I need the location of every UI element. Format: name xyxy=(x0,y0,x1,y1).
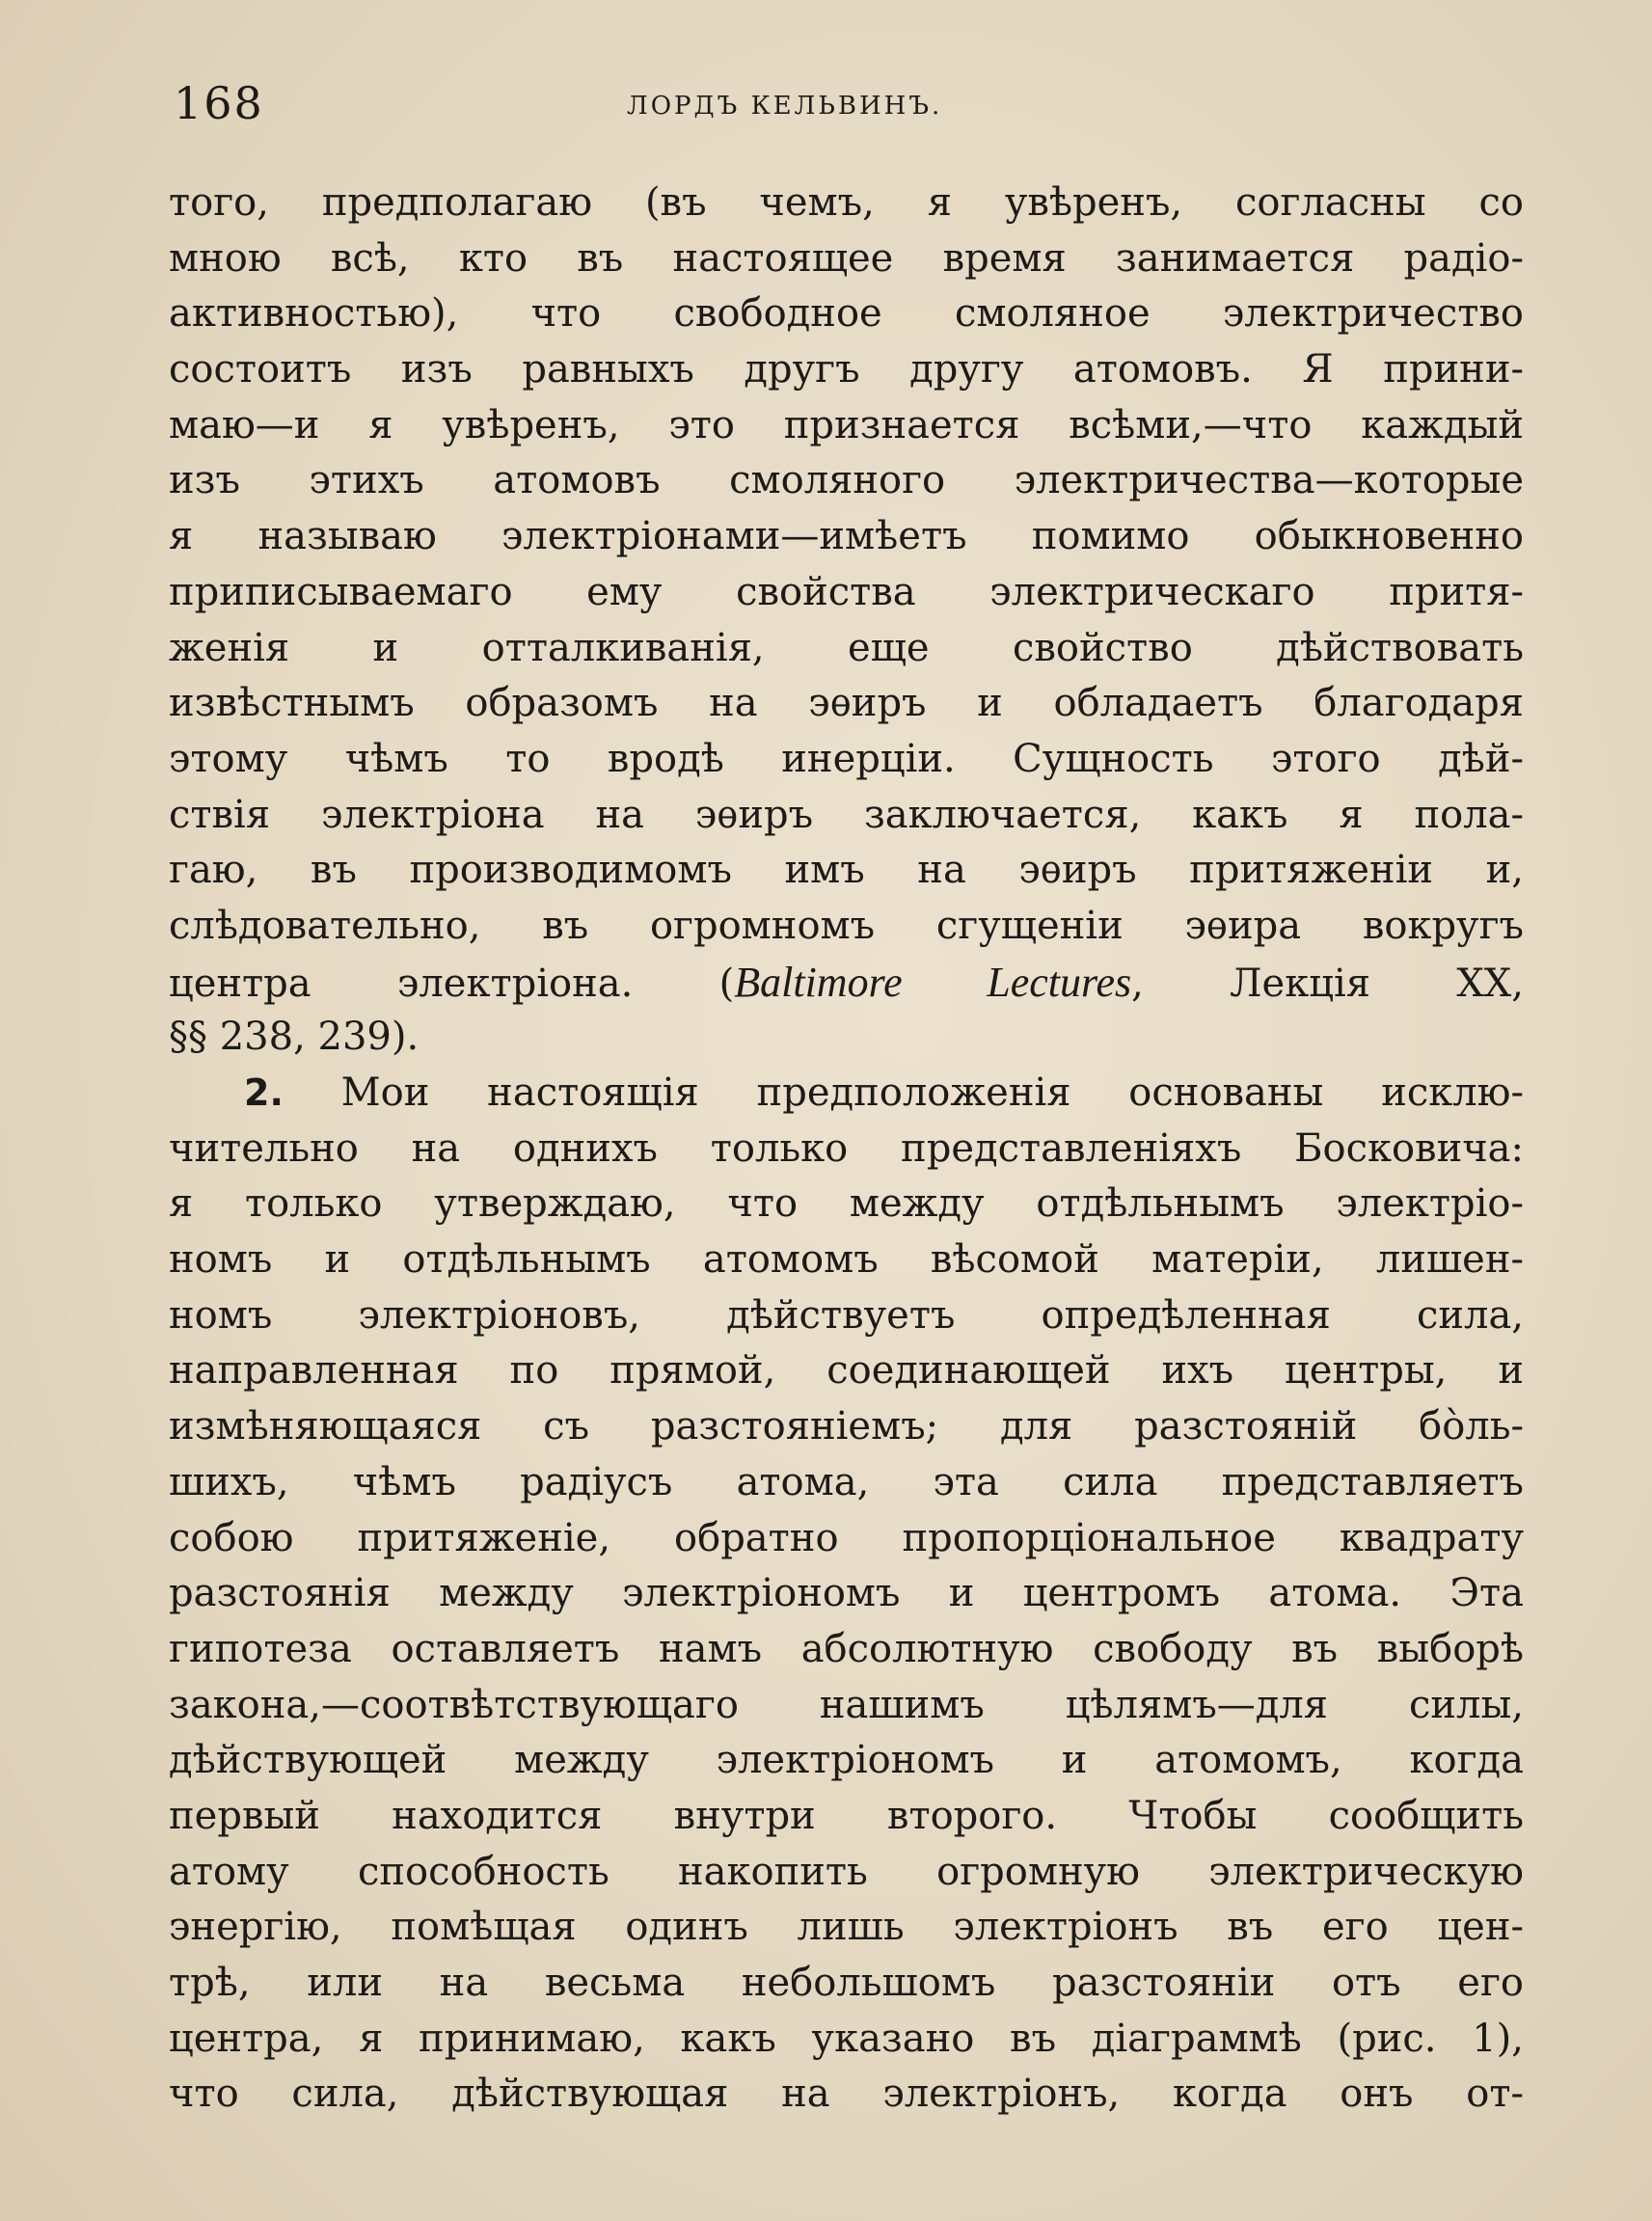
text-line: ствія электріона на эѳиръ заключается, какъ я пола- xyxy=(169,792,1524,837)
text-line: я называю электріонами—имѣетъ помимо обыкновенно xyxy=(169,514,1524,559)
text-line: шихъ, чѣмъ радіусъ атома, эта сила представляетъ xyxy=(169,1459,1524,1504)
text-line: направленная по прямой, соединающей ихъ центры, и xyxy=(169,1348,1524,1394)
citation-suffix: , Лекція XX, xyxy=(1131,961,1524,1006)
text-line: этому чѣмъ то вродѣ инерціи. Сущность этого дѣй- xyxy=(169,736,1524,781)
text-line: номъ электріоновъ, дѣйствуетъ опредѣленная сила, xyxy=(169,1292,1524,1338)
text-line: первый находится внутри второго. Чтобы сообщить xyxy=(169,1793,1524,1838)
text-line: центра, я принимаю, какъ указано въ діаграммѣ (рис. 1), xyxy=(169,2016,1524,2061)
text-line: измѣняющаяся съ разстояніемъ; для разстояній бо̀ль- xyxy=(169,1404,1524,1449)
text-line: атому способность накопить огромную электрическую xyxy=(169,1849,1524,1894)
paragraph-1 xyxy=(169,176,1524,1066)
citation-prefix: центра электріона. ( xyxy=(169,961,735,1006)
text-line-last: §§ 238, 239). xyxy=(169,1015,420,1060)
paragraph-2 xyxy=(169,1066,1524,2123)
paragraph-number: 2. xyxy=(244,1071,284,1114)
text-line: приписываемаго ему свойства электрическаго притя- xyxy=(169,569,1524,614)
text-line: энергію, помѣщая одинъ лишь электріонъ въ его цен- xyxy=(169,1905,1524,1950)
body-text xyxy=(169,176,1524,2123)
text-line: разстоянія между электріономъ и центромъ атома. Эта xyxy=(169,1571,1524,1616)
text-line: номъ и отдѣльнымъ атомомъ вѣсомой матеріи, лишен- xyxy=(169,1237,1524,1283)
first-line-text: Мои настоящія предположенія основаны исклю- xyxy=(283,1070,1524,1115)
text-line: я только утверждаю, что между отдѣльнымъ электріо- xyxy=(169,1181,1524,1227)
text-line: гаю, въ производимомъ имъ на эѳиръ притяженіи и, xyxy=(169,848,1524,893)
text-line: маю—и я увѣренъ, это признается всѣми,—что каждый xyxy=(169,402,1524,447)
text-line: мною всѣ, кто въ настоящее время занимается радіо- xyxy=(169,235,1524,281)
text-line: чительно на однихъ только представленіяхъ Босковича: xyxy=(169,1125,1524,1171)
text-line: того, предполагаю (въ чемъ, я увѣренъ, согласны со xyxy=(169,180,1524,225)
text-line: активностью), что свободное смоляное электричество xyxy=(169,291,1524,337)
text-line-citation xyxy=(169,955,1524,1011)
text-line: что сила, дѣйствующая на электріонъ, когда онъ от- xyxy=(169,2072,1524,2117)
text-line: изъ этихъ атомовъ смоляного электричества—которые xyxy=(169,458,1524,503)
text-line: дѣйствующей между электріономъ и атомомъ, когда xyxy=(169,1738,1524,1783)
text-line: извѣстнымъ образомъ на эѳиръ и обладаетъ благодаря xyxy=(169,681,1524,726)
text-line: закона,—соотвѣтствующаго нашимъ цѣлямъ—для силы, xyxy=(169,1682,1524,1727)
text-line: слѣдовательно, въ огромномъ сгущеніи эѳира вокругъ xyxy=(169,903,1524,948)
running-head: ЛОРДЪ КЕЛЬВИНЪ. xyxy=(627,92,943,121)
text-line: состоитъ изъ равныхъ другъ другу атомовъ. Я прини- xyxy=(169,347,1524,393)
text-line: женія и отталкиванія, еще свойство дѣйствовать xyxy=(169,625,1524,670)
page-number: 168 xyxy=(174,77,264,129)
text-line-first xyxy=(169,1066,1524,1122)
text-line: гипотеза оставляетъ намъ абсолютную свободу въ выборѣ xyxy=(169,1626,1524,1671)
citation-title: Baltimore Lectures xyxy=(734,958,1132,1006)
page-header xyxy=(174,69,1524,137)
text-line: собою притяженіе, обратно пропорціональное квадрату xyxy=(169,1515,1524,1560)
text-line: трѣ, или на весьма небольшомъ разстояніи отъ его xyxy=(169,1961,1524,2005)
